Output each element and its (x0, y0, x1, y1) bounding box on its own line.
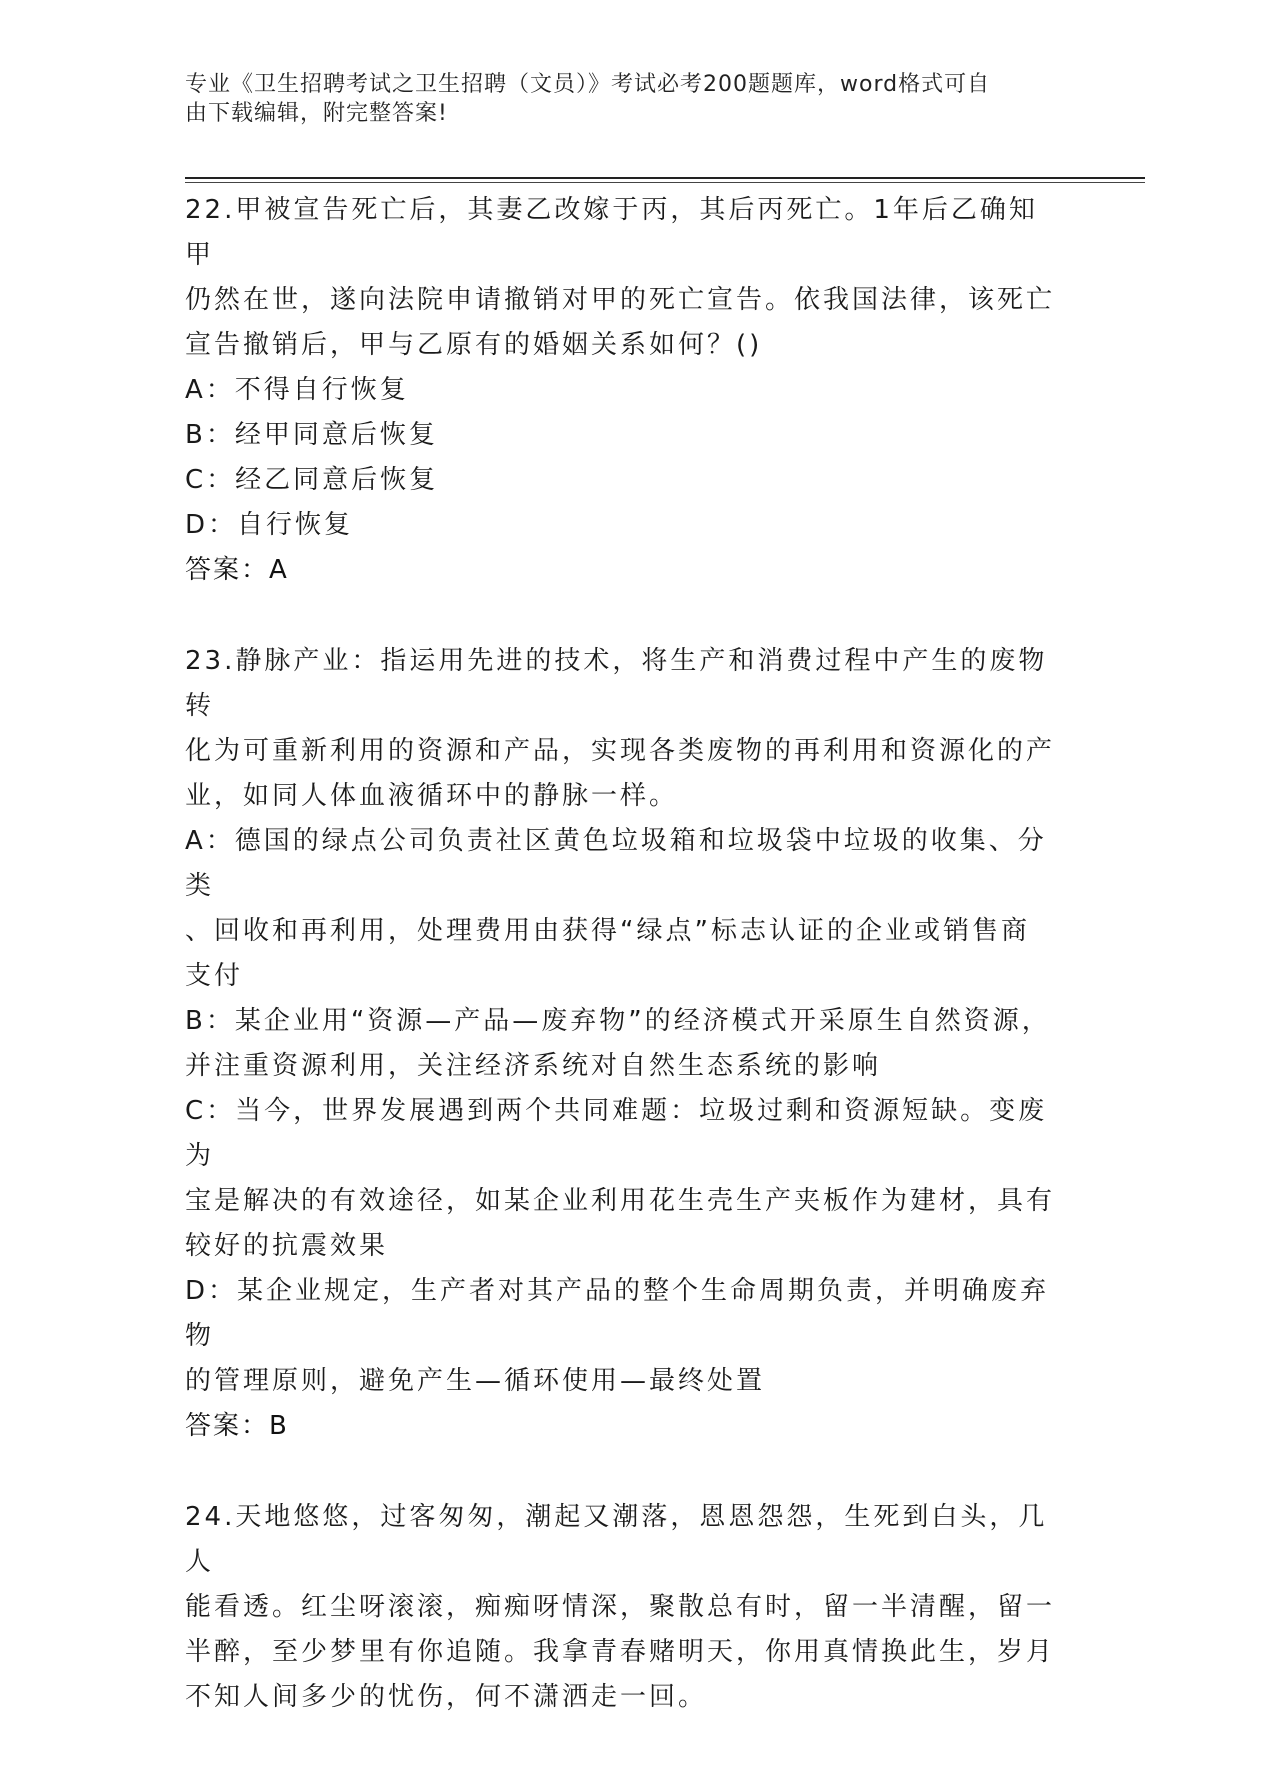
option-d-line: 的管理原则，避免产生—循环使用—最终处置 (185, 1366, 766, 1396)
question-text-line: 24.天地悠悠，过客匆匆，潮起又潮落，恩恩怨怨，生死到白头，几人 (185, 1502, 1048, 1577)
option-a-line: A：德国的绿点公司负责社区黄色垃圾箱和垃圾袋中垃圾的收集、分类 (185, 826, 1047, 901)
option-b: B：经甲同意后恢复 (185, 420, 438, 450)
question-24 (185, 1495, 1065, 1720)
question-text-line: 23.静脉产业：指运用先进的技术，将生产和消费过程中产生的废物转 (185, 646, 1048, 721)
question-text-line: 仍然在世，遂向法院申请撤销对甲的死亡宣告。依我国法律，该死亡 (185, 285, 1056, 315)
option-c-line: 较好的抗震效果 (185, 1231, 389, 1261)
document-header (185, 70, 1065, 128)
option-b-line: B：某企业用“资源—产品—废弃物”的经济模式开采原生自然资源， (185, 1006, 1051, 1036)
question-text-line: 宣告撤销后，甲与乙原有的婚姻关系如何？() (185, 330, 763, 360)
option-b-line: 并注重资源利用，关注经济系统对自然生态系统的影响 (185, 1051, 882, 1081)
question-22 (185, 188, 1065, 593)
question-text-line: 化为可重新利用的资源和产品，实现各类废物的再利用和资源化的产 (185, 736, 1056, 766)
question-23 (185, 639, 1065, 1449)
questions-container (185, 188, 1065, 1766)
option-d-line: D：某企业规定，生产者对其产品的整个生命周期负责，并明确废弃物 (185, 1276, 1050, 1351)
question-text-line: 能看透。红尘呀滚滚，痴痴呀情深，聚散总有时，留一半清醒，留一 (185, 1592, 1056, 1622)
header-title-line-1: 专业《卫生招聘考试之卫生招聘（文员）》考试必考200题题库，word格式可自 (185, 72, 991, 97)
option-c-line: 宝是解决的有效途径，如某企业利用花生壳生产夹板作为建材，具有 (185, 1186, 1056, 1216)
option-a-line: 支付 (185, 961, 244, 991)
question-text-line: 22.甲被宣告死亡后，其妻乙改嫁于丙，其后丙死亡。1年后乙确知甲 (185, 195, 1038, 270)
header-divider-thin (185, 182, 1145, 183)
option-d: D：自行恢复 (185, 510, 354, 540)
header-divider-thick (185, 177, 1145, 179)
question-text-line: 半醉，至少梦里有你追随。我拿青春赌明天，你用真情换此生，岁月 (185, 1637, 1056, 1667)
header-title-line-2: 由下载编辑，附完整答案! (185, 101, 448, 126)
option-c: C：经乙同意后恢复 (185, 465, 439, 495)
answer-line: 答案：A (185, 555, 289, 585)
option-a-line: 、回收和再利用，处理费用由获得“绿点”标志认证的企业或销售商 (185, 916, 1030, 946)
question-text-line: 不知人间多少的忧伤，何不潇洒走一回。 (185, 1682, 708, 1712)
question-text-line: 业，如同人体血液循环中的静脉一样。 (185, 781, 679, 811)
option-a: A：不得自行恢复 (185, 375, 409, 405)
answer-line: 答案：B (185, 1411, 289, 1441)
option-c-line: C：当今，世界发展遇到两个共同难题：垃圾过剩和资源短缺。变废为 (185, 1096, 1048, 1171)
